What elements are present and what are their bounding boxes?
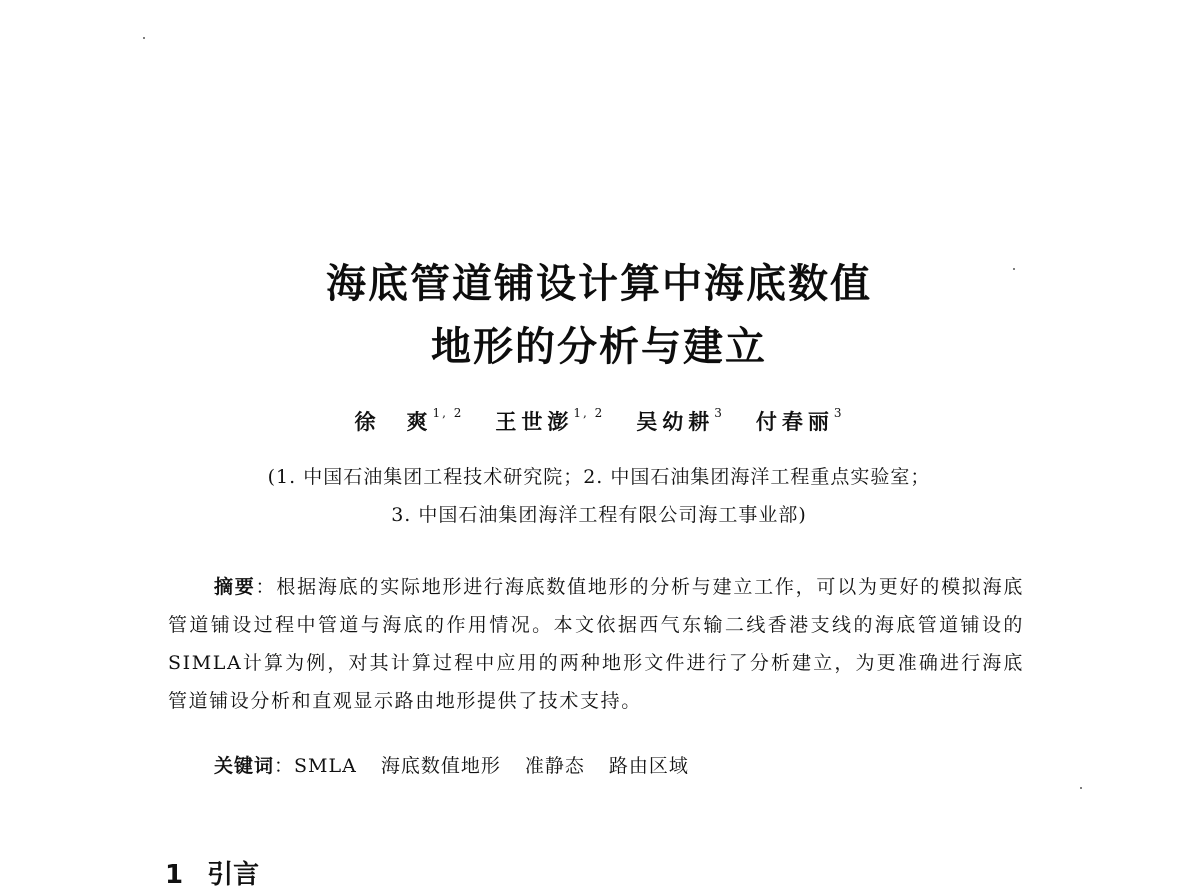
scan-speck xyxy=(1080,787,1082,789)
author-affiliation-marker: 1, 2 xyxy=(573,406,605,420)
author xyxy=(354,402,463,437)
author-list xyxy=(0,402,1198,437)
author xyxy=(495,402,604,437)
abstract-label: 摘要 xyxy=(214,576,256,598)
keywords-label-separator: ： xyxy=(274,755,295,777)
section-title: 引言 xyxy=(207,860,260,890)
author-affiliation-marker: 3 xyxy=(714,406,724,420)
keywords-line xyxy=(214,751,713,781)
author-name: 付春丽 xyxy=(755,409,834,434)
paper-title-line-1: 海底管道铺设计算中海底数值 xyxy=(326,261,872,307)
keyword: 准静态 xyxy=(524,755,585,777)
keyword: SMLA xyxy=(294,755,357,777)
scan-speck xyxy=(143,37,145,39)
affiliation-line-2: 3. 中国石油集团海洋工程有限公司海工事业部) xyxy=(391,504,807,526)
abstract-paragraph xyxy=(168,568,1024,720)
affiliation-line-1: (1. 中国石油集团工程技术研究院；2. 中国石油集团海洋工程重点实验室； xyxy=(267,466,931,488)
keyword: 路由区域 xyxy=(608,755,689,777)
keywords-label: 关键词 xyxy=(214,755,275,777)
paper-title-line-2: 地形的分析与建立 xyxy=(431,324,767,370)
author xyxy=(756,402,844,437)
author-affiliation-marker: 3 xyxy=(833,406,844,420)
abstract-text: 根据海底的实际地形进行海底数值地形的分析与建立工作，可以为更好的模拟海底管道铺设过程中管道与海底的作用情况。本文依据西气东输二线香港支线的海底管道铺设的SIMLA计算为例，对其计算过程中应用的两种地形文件进行了分析建立，为更准确进行海底管道铺设分析和直观显示路由地形提供了技术支持。 xyxy=(168,576,1024,712)
keyword: 海底数值地形 xyxy=(380,755,501,777)
author-name: 王世澎 xyxy=(495,409,574,434)
author-name: 徐 爽 xyxy=(354,409,433,434)
author-affiliation-marker: 1, 2 xyxy=(432,406,464,420)
section-heading xyxy=(165,858,259,892)
section-number: 1 xyxy=(165,860,184,890)
author xyxy=(636,402,724,437)
abstract-label-separator: ： xyxy=(255,576,277,598)
author-name: 吴幼耕 xyxy=(636,409,715,434)
